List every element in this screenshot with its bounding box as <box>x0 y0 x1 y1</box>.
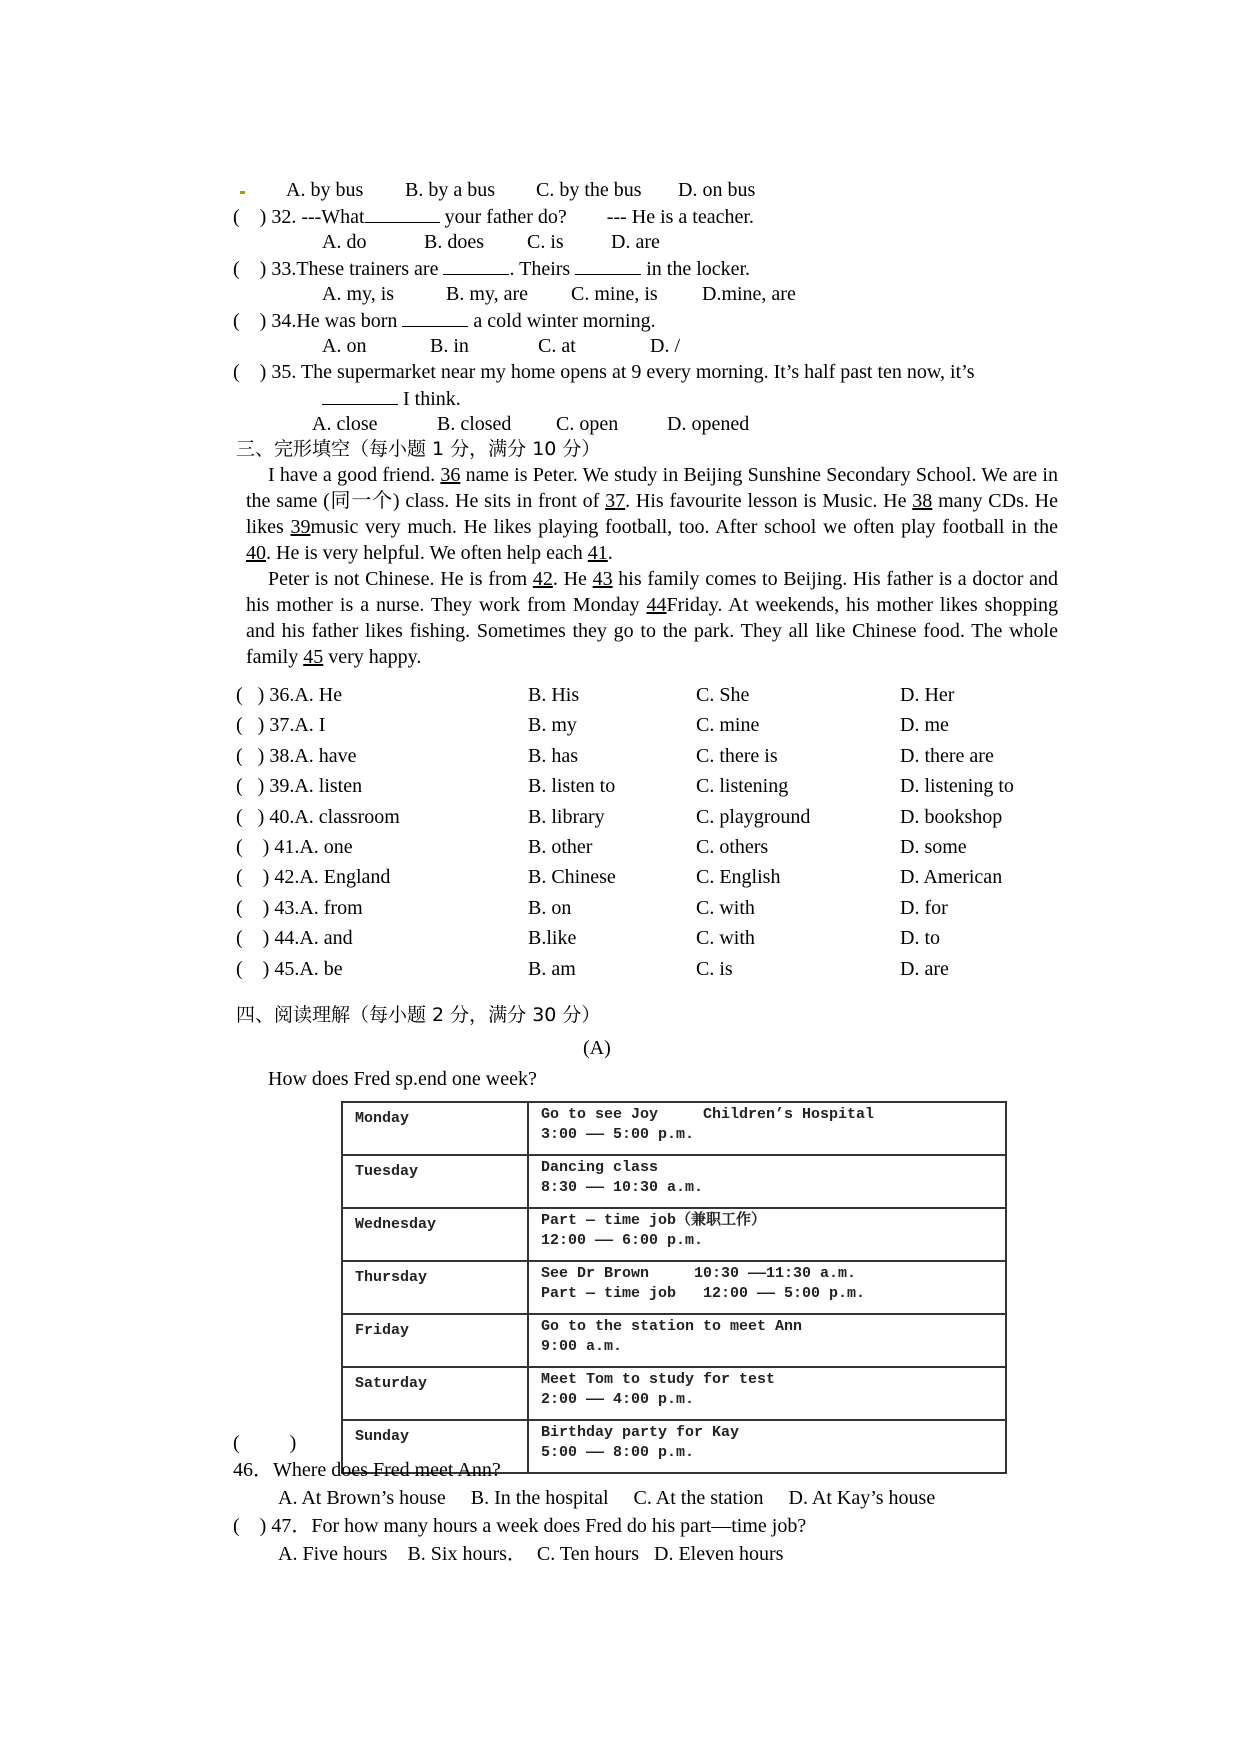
schedule-day: Saturday <box>342 1367 528 1420</box>
cloze-option-d: D. for <box>900 896 948 919</box>
q34-option-a: A. on <box>322 335 367 357</box>
q47-stem: ( ) 47．For how many hours a week does Fred do his part—time job? <box>233 1515 807 1537</box>
schedule-row <box>342 1208 1006 1261</box>
cloze-option-row <box>236 862 1056 892</box>
cloze-option-c: C. is <box>696 957 733 980</box>
q35-option-a: A. close <box>312 413 378 435</box>
schedule-day: Wednesday <box>342 1208 528 1261</box>
q35-stem-cont: I think. <box>322 386 461 411</box>
q32-stem: ( ) 32. ---What your father do? --- He is a teacher. <box>233 206 754 228</box>
cloze-option-q: ( ) 42.A. England <box>236 866 391 889</box>
cloze-option-b: B. am <box>528 957 576 980</box>
cloze-option-d: D. some <box>900 836 967 858</box>
cloze-option-row <box>236 893 1056 923</box>
q34-stem: ( ) 34.He was born a cold winter morning. <box>233 310 656 332</box>
q33-option-d: D.mine, are <box>702 283 796 305</box>
section-3-title: 三、完形填空（每小题 1 分，满分 10 分） <box>236 438 601 460</box>
cloze-option-b: B. Chinese <box>528 866 616 889</box>
schedule-day: Sunday <box>342 1420 528 1473</box>
schedule-activity-line-2: 5:00 —— 8:00 p.m. <box>541 1444 695 1461</box>
schedule-day: Friday <box>342 1314 528 1367</box>
cloze-option-row <box>236 954 1056 984</box>
section-4-title: 四、阅读理解（每小题 2 分，满分 30 分） <box>236 1004 601 1026</box>
cloze-option-row <box>236 802 1056 832</box>
schedule-activity-line-1: Dancing class <box>541 1159 659 1176</box>
schedule-activity <box>528 1208 1006 1261</box>
q31-option-d: D. on bus <box>678 179 756 201</box>
stray-mark <box>240 191 245 194</box>
schedule-day: Monday <box>342 1102 528 1155</box>
cloze-paragraph-2: Peter is not Chinese. He is from 42. He 43 his family comes to Beijing. His father is a doctor and his mother is a nurse. They work from Monday 44Friday. At weekends, his mother likes shopping and his father likes fishing. Sometimes they go to the park. They all like Chinese food. The whole family 45 very happy. <box>246 568 1059 668</box>
cloze-option-d: D. there are <box>900 744 994 767</box>
schedule-activity-line-1: See Dr Brown 10:30 ——11:30 a.m. <box>541 1265 857 1282</box>
q35-option-b: B. closed <box>437 413 512 435</box>
cloze-option-c: C. others <box>696 836 769 858</box>
cloze-option-c: C. She <box>696 684 750 706</box>
schedule-activity <box>528 1261 1006 1314</box>
schedule-day: Thursday <box>342 1261 528 1314</box>
cloze-option-d: D. listening to <box>900 775 1014 798</box>
q35-option-c: C. open <box>556 413 619 435</box>
q33-option-a: A. my, is <box>322 283 395 305</box>
cloze-option-q: ( ) 39.A. listen <box>236 775 363 798</box>
cloze-option-b: B. His <box>528 684 580 706</box>
q47-options: A. Five hours B. Six hours． C. Ten hours D. Eleven hours <box>278 1543 784 1565</box>
cloze-option-c: C. English <box>696 866 781 889</box>
q34-option-b: B. in <box>430 335 469 357</box>
cloze-option-row <box>236 771 1056 801</box>
schedule-table <box>341 1101 1007 1474</box>
schedule-activity-line-1: Birthday party for Kay <box>541 1424 740 1441</box>
q46-answer-paren: ( ) <box>233 1432 297 1454</box>
cloze-option-c: C. with <box>696 896 755 919</box>
schedule-row <box>342 1102 1006 1155</box>
q31-option-c: C. by the bus <box>536 179 642 201</box>
reading-part-label: (A) <box>583 1037 611 1059</box>
cloze-option-b: B.like <box>528 927 577 950</box>
cloze-option-row <box>236 832 1056 862</box>
cloze-option-c: C. mine <box>696 714 760 737</box>
cloze-option-b: B. has <box>528 744 578 767</box>
cloze-option-d: D. American <box>900 866 1003 889</box>
q32-option-d: D. are <box>611 231 660 253</box>
schedule-activity-line-2: Part — time job 12:00 —— 5:00 p.m. <box>541 1285 866 1302</box>
schedule-activity <box>528 1420 1006 1473</box>
cloze-passage <box>246 462 1058 670</box>
cloze-option-row <box>236 680 1056 710</box>
cloze-option-b: B. on <box>528 896 572 919</box>
q31-option-b: B. by a bus <box>405 179 495 201</box>
q32-option-b: B. does <box>424 231 484 253</box>
q46-options: A. At Brown’s house B. In the hospital C. At the station D. At Kay’s house <box>278 1487 936 1509</box>
schedule-row <box>342 1367 1006 1420</box>
cloze-option-q: ( ) 41.A. one <box>236 836 353 858</box>
schedule-row <box>342 1261 1006 1314</box>
schedule-activity-line-1: Go to see Joy Children’s Hospital <box>541 1106 875 1123</box>
q32-option-a: A. do <box>322 231 367 253</box>
schedule-activity-line-1: Meet Tom to study for test <box>541 1371 776 1388</box>
cloze-option-b: B. other <box>528 836 593 858</box>
q35-stem: ( ) 35. The supermarket near my home opens at 9 every morning. It’s half past ten now, it’s <box>233 361 975 383</box>
q46-stem: 46．Where does Fred meet Ann? <box>233 1459 501 1481</box>
q34-option-d: D. / <box>650 335 680 357</box>
cloze-option-q: ( ) 45.A. be <box>236 957 343 980</box>
cloze-option-b: B. library <box>528 805 605 828</box>
cloze-option-q: ( ) 38.A. have <box>236 744 357 767</box>
cloze-option-q: ( ) 40.A. classroom <box>236 805 400 828</box>
schedule-activity <box>528 1367 1006 1420</box>
cloze-option-d: D. are <box>900 957 949 980</box>
cloze-option-d: D. me <box>900 714 949 737</box>
cloze-option-row <box>236 923 1056 953</box>
cloze-option-c: C. playground <box>696 805 811 828</box>
schedule-day: Tuesday <box>342 1155 528 1208</box>
schedule-activity-line-1: Go to the station to meet Ann <box>541 1318 803 1335</box>
schedule-activity-line-2: 12:00 —— 6:00 p.m. <box>541 1232 704 1249</box>
q31-option-a: A. by bus <box>286 179 364 201</box>
q32-option-c: C. is <box>527 231 564 253</box>
schedule-activity-line-2: 9:00 a.m. <box>541 1338 623 1355</box>
schedule-activity <box>528 1314 1006 1367</box>
schedule-activity-line-1: Part — time job（兼职工作） <box>541 1212 767 1229</box>
cloze-option-q: ( ) 43.A. from <box>236 896 363 919</box>
cloze-option-d: D. bookshop <box>900 805 1003 828</box>
q34-option-c: C. at <box>538 335 576 357</box>
q33-option-c: C. mine, is <box>571 283 658 305</box>
schedule-activity <box>528 1155 1006 1208</box>
cloze-option-b: B. listen to <box>528 775 616 798</box>
cloze-option-row <box>236 741 1056 771</box>
cloze-option-q: ( ) 36.A. He <box>236 684 343 706</box>
cloze-option-d: D. to <box>900 927 940 950</box>
cloze-option-q: ( ) 44.A. and <box>236 927 353 950</box>
schedule-activity-line-2: 2:00 —— 4:00 p.m. <box>541 1391 695 1408</box>
cloze-paragraph-1: I have a good friend. 36 name is Peter. We study in Beijing Sunshine Secondary School. We are in the same (同一个) class. He sits in front of 37. His favourite lesson is Music. He 38 many CDs. He likes 39music very much. He likes playing football, too. After school we often play football in the 40. He is very helpful. We often help each 41. <box>246 464 1058 564</box>
schedule-activity-line-2: 3:00 —— 5:00 p.m. <box>541 1126 695 1143</box>
reading-question: How does Fred sp.end one week? <box>268 1068 537 1090</box>
cloze-option-b: B. my <box>528 714 577 737</box>
schedule-activity-line-2: 8:30 —— 10:30 a.m. <box>541 1179 704 1196</box>
q35-option-d: D. opened <box>667 413 750 435</box>
schedule-activity <box>528 1102 1006 1155</box>
cloze-option-row <box>236 710 1056 740</box>
schedule-row <box>342 1155 1006 1208</box>
q33-stem: ( ) 33.These trainers are . Theirs in the locker. <box>233 258 751 280</box>
cloze-option-c: C. there is <box>696 744 778 767</box>
schedule-row <box>342 1314 1006 1367</box>
cloze-option-d: D. Her <box>900 684 955 706</box>
cloze-option-c: C. listening <box>696 775 789 798</box>
cloze-option-c: C. with <box>696 927 755 950</box>
q33-option-b: B. my, are <box>446 283 529 305</box>
cloze-option-q: ( ) 37.A. I <box>236 714 326 737</box>
